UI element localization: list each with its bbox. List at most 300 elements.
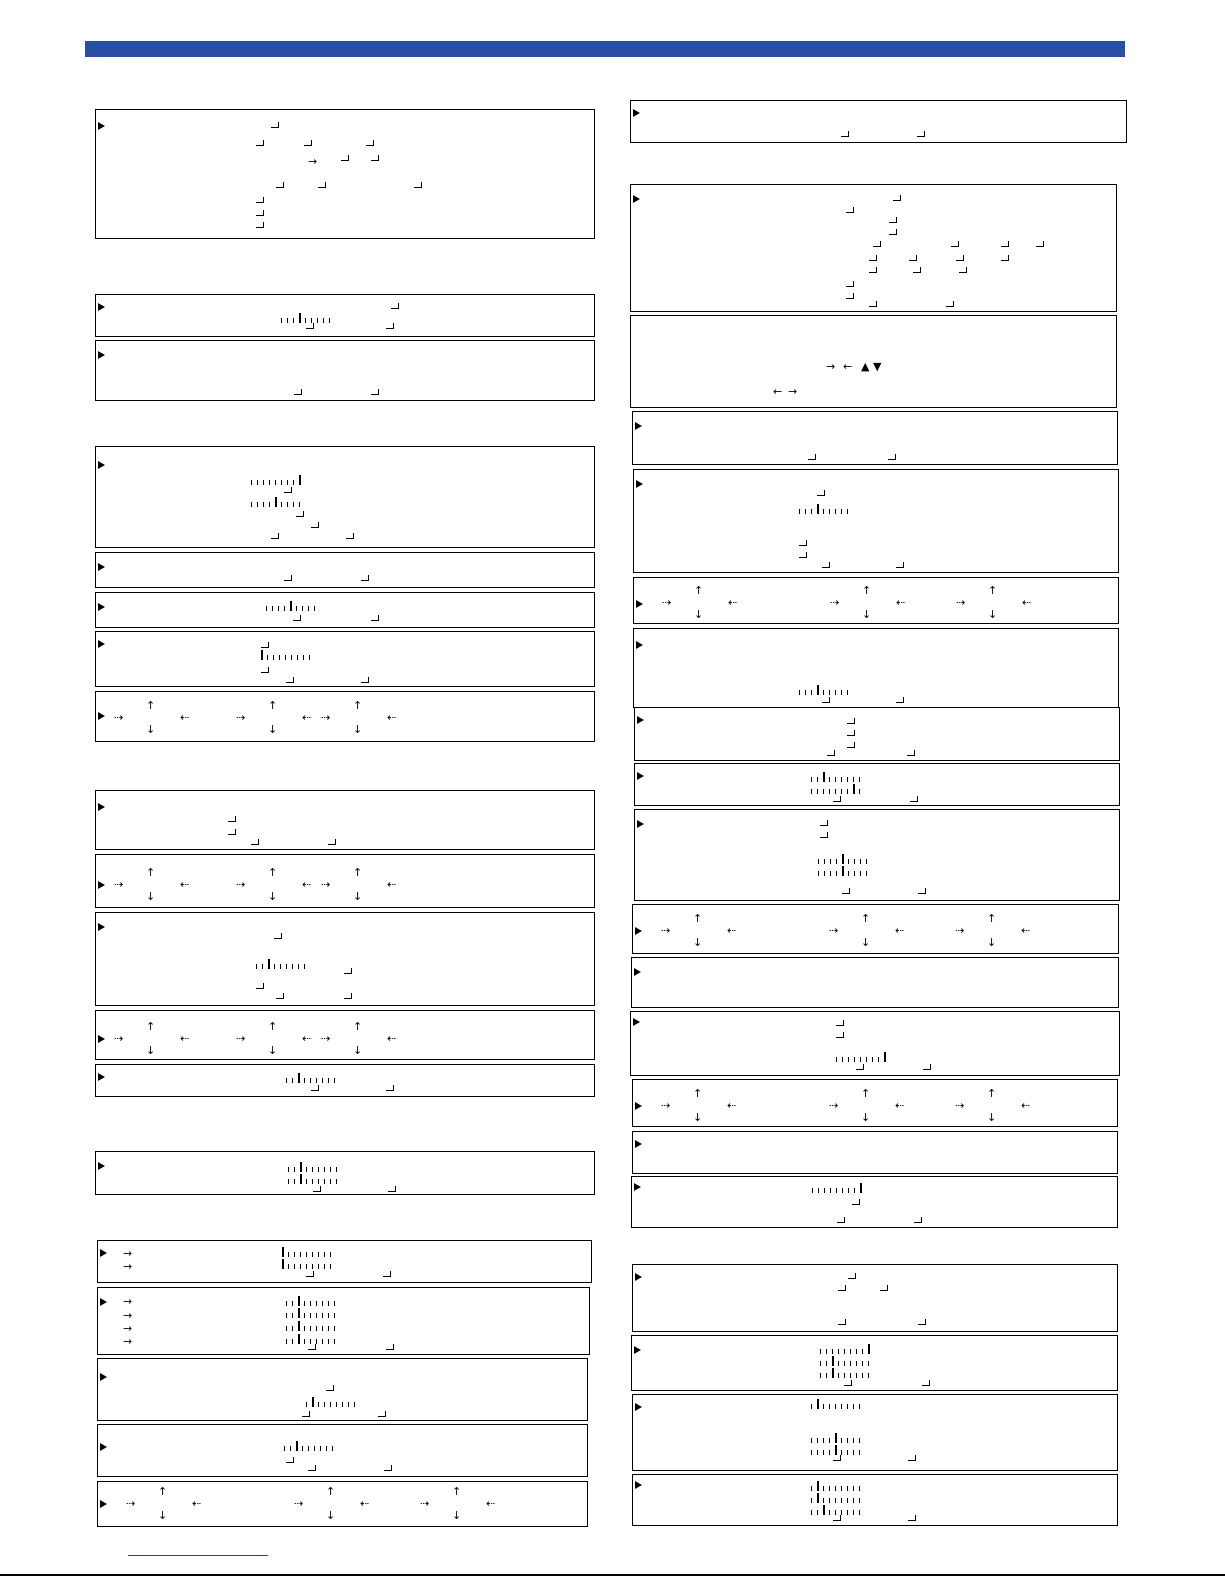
panel-box bbox=[632, 1474, 1118, 1526]
return-arrow-icon bbox=[378, 1411, 386, 1419]
return-arrow-icon bbox=[311, 1085, 319, 1093]
return-arrow-icon bbox=[833, 1515, 841, 1523]
panel-box bbox=[95, 340, 595, 401]
triangle-pointer-icon bbox=[98, 122, 105, 130]
triangle-pointer-icon bbox=[635, 1273, 642, 1281]
return-arrow-icon bbox=[827, 750, 835, 758]
return-arrow-icon bbox=[910, 796, 918, 804]
panel-box bbox=[631, 957, 1119, 1008]
return-arrow-icon bbox=[313, 1186, 321, 1194]
return-arrow-icon bbox=[918, 888, 926, 896]
tick-scale-icon bbox=[820, 1346, 874, 1354]
return-arrow-icon bbox=[271, 533, 279, 541]
up-arrow-icon: ↑ bbox=[353, 866, 363, 879]
triangle-pointer-icon bbox=[637, 716, 644, 724]
triangle-pointer-icon bbox=[98, 1035, 105, 1043]
triangle-pointer-icon bbox=[98, 603, 105, 611]
panel-box bbox=[631, 1176, 1118, 1228]
up-arrow-icon: ↑ bbox=[988, 584, 998, 597]
return-arrow-icon bbox=[817, 490, 825, 498]
dotted-left-arrow-icon: ⇠ bbox=[896, 596, 906, 609]
return-arrow-icon bbox=[923, 1064, 931, 1072]
return-arrow-icon bbox=[341, 155, 349, 163]
return-arrow-icon bbox=[799, 540, 807, 548]
left-arrow-icon: ← bbox=[843, 360, 853, 373]
return-arrow-icon bbox=[889, 217, 897, 225]
down-arrow-icon: ↓ bbox=[268, 723, 278, 736]
panel-box bbox=[632, 1264, 1118, 1332]
tick-scale-icon bbox=[811, 1401, 865, 1409]
panel-box bbox=[630, 100, 1127, 143]
return-arrow-icon bbox=[274, 933, 282, 941]
return-arrow-icon bbox=[386, 1344, 394, 1352]
down-arrow-icon: ↓ bbox=[268, 1044, 278, 1057]
up-arrow-icon: ↑ bbox=[158, 1485, 168, 1498]
dotted-right-arrow-icon: ⇢ bbox=[829, 1099, 839, 1112]
panel-box bbox=[633, 628, 1119, 708]
triangle-pointer-icon bbox=[635, 927, 642, 935]
return-arrow-icon bbox=[914, 1217, 922, 1225]
down-arrow-icon: ↓ bbox=[353, 890, 363, 903]
triangle-pointer-icon bbox=[636, 480, 643, 488]
dotted-left-arrow-icon: ⇠ bbox=[1022, 596, 1032, 609]
down-arrow-icon: ↓ bbox=[353, 723, 363, 736]
return-arrow-icon bbox=[888, 454, 896, 462]
return-arrow-icon bbox=[271, 122, 279, 130]
return-arrow-icon bbox=[856, 1064, 864, 1072]
triangle-pointer-icon bbox=[633, 109, 640, 117]
return-arrow-icon bbox=[371, 615, 379, 623]
return-arrow-icon bbox=[822, 697, 830, 705]
triangle-pointer-icon bbox=[98, 1073, 105, 1081]
triangle-pointer-icon bbox=[98, 881, 105, 889]
dotted-left-arrow-icon: ⇠ bbox=[387, 878, 397, 891]
tick-scale-icon bbox=[818, 856, 872, 864]
panel-box bbox=[632, 1079, 1118, 1127]
right-arrow-icon: → bbox=[123, 1335, 133, 1348]
return-arrow-icon bbox=[880, 1285, 888, 1293]
triangle-pointer-icon bbox=[635, 1102, 642, 1110]
return-arrow-icon bbox=[256, 197, 264, 205]
panel-box bbox=[634, 809, 1120, 901]
return-arrow-icon bbox=[388, 1186, 396, 1194]
return-arrow-icon bbox=[918, 1319, 926, 1327]
triangle-pointer-icon bbox=[100, 1443, 107, 1451]
return-arrow-icon bbox=[836, 1020, 844, 1028]
return-arrow-icon bbox=[366, 140, 374, 148]
tick-scale-icon bbox=[820, 1370, 874, 1378]
return-arrow-icon bbox=[889, 229, 897, 237]
dotted-left-arrow-icon: ⇠ bbox=[302, 878, 312, 891]
return-arrow-icon bbox=[820, 820, 828, 828]
return-arrow-icon bbox=[228, 816, 236, 824]
tick-scale-icon bbox=[284, 1443, 338, 1451]
tick-scale-icon bbox=[811, 1507, 865, 1515]
return-arrow-icon bbox=[1001, 255, 1009, 263]
triangle-pointer-icon bbox=[635, 1403, 642, 1411]
left-arrow-icon: ← bbox=[773, 385, 783, 398]
return-arrow-icon bbox=[302, 1411, 310, 1419]
triangle-pointer-icon bbox=[98, 563, 105, 571]
dotted-right-arrow-icon: ⇢ bbox=[661, 1099, 671, 1112]
tick-scale-icon bbox=[286, 1075, 340, 1083]
dotted-left-arrow-icon: ⇠ bbox=[1021, 924, 1031, 937]
header-bar bbox=[85, 41, 1125, 57]
down-arrow-icon: ↓ bbox=[987, 1111, 997, 1124]
return-arrow-icon bbox=[869, 255, 877, 263]
return-arrow-icon bbox=[909, 255, 917, 263]
down-arrow-icon: ↓ bbox=[268, 890, 278, 903]
triangle-pointer-icon bbox=[633, 195, 640, 203]
dotted-left-arrow-icon: ⇠ bbox=[387, 711, 397, 724]
footer-link-underline[interactable] bbox=[128, 1555, 268, 1556]
panel-box bbox=[632, 1131, 1118, 1174]
up-arrow-icon: ↑ bbox=[987, 912, 997, 925]
tick-scale-icon bbox=[282, 1261, 336, 1269]
dotted-left-arrow-icon: ⇠ bbox=[387, 1032, 397, 1045]
tick-scale-icon bbox=[286, 1298, 340, 1306]
tick-scale-icon bbox=[251, 499, 305, 507]
return-arrow-icon bbox=[893, 195, 901, 203]
panel-box bbox=[97, 1240, 592, 1283]
panel-box bbox=[95, 1064, 595, 1097]
return-arrow-icon bbox=[228, 829, 236, 837]
return-arrow-icon bbox=[838, 1285, 846, 1293]
return-arrow-icon bbox=[346, 533, 354, 541]
dotted-right-arrow-icon: ⇢ bbox=[236, 711, 246, 724]
tick-scale-icon bbox=[799, 687, 853, 695]
dotted-left-arrow-icon: ⇠ bbox=[180, 878, 190, 891]
footer-rule bbox=[0, 1574, 1225, 1576]
dotted-left-arrow-icon: ⇠ bbox=[1021, 1099, 1031, 1112]
tick-scale-icon bbox=[251, 477, 305, 485]
right-arrow-icon: → bbox=[308, 155, 318, 168]
triangle-pointer-icon bbox=[98, 640, 105, 648]
triangle-pointer-icon bbox=[636, 641, 643, 649]
return-arrow-icon bbox=[846, 293, 854, 301]
tick-scale-icon bbox=[811, 786, 865, 794]
panel-box bbox=[95, 552, 595, 588]
return-arrow-icon bbox=[951, 241, 959, 249]
panel-box bbox=[95, 691, 595, 742]
panel-box bbox=[97, 1424, 588, 1477]
dotted-left-arrow-icon: ⇠ bbox=[180, 711, 190, 724]
down-arrow-icon: ↓ bbox=[694, 608, 704, 621]
dotted-right-arrow-icon: ⇢ bbox=[126, 1497, 136, 1510]
return-arrow-icon bbox=[833, 796, 841, 804]
triangle-pointer-icon bbox=[637, 772, 644, 780]
tick-scale-icon bbox=[256, 961, 310, 969]
right-arrow-icon: → bbox=[123, 1260, 133, 1273]
return-arrow-icon bbox=[946, 301, 954, 309]
panel-box bbox=[634, 707, 1120, 761]
down-arrow-icon: ↓ bbox=[862, 608, 872, 621]
down-arrow-icon: ↓ bbox=[452, 1509, 462, 1522]
tick-scale-icon bbox=[288, 1176, 342, 1184]
triangle-pointer-icon bbox=[636, 600, 643, 608]
triangle-pointer-icon bbox=[98, 303, 105, 311]
triangle-pointer-icon bbox=[98, 923, 105, 931]
panel-box bbox=[632, 904, 1119, 954]
up-arrow-icon: ↑ bbox=[146, 866, 156, 879]
dotted-right-arrow-icon: ⇢ bbox=[114, 711, 124, 724]
triangle-pointer-icon bbox=[98, 351, 105, 359]
tick-scale-icon bbox=[281, 315, 335, 323]
dotted-right-arrow-icon: ⇢ bbox=[955, 1099, 965, 1112]
panel-box bbox=[95, 1010, 595, 1060]
triangle-pointer-icon bbox=[98, 803, 105, 811]
return-arrow-icon bbox=[383, 1271, 391, 1279]
dotted-right-arrow-icon: ⇢ bbox=[294, 1497, 304, 1510]
return-arrow-icon bbox=[844, 1380, 852, 1388]
up-arrow-icon: ↑ bbox=[146, 699, 156, 712]
tick-scale-icon bbox=[811, 774, 865, 782]
dotted-right-arrow-icon: ⇢ bbox=[955, 924, 965, 937]
return-arrow-icon bbox=[308, 1344, 316, 1352]
up-arrow-icon: ↑ bbox=[353, 1020, 363, 1033]
triangle-pointer-icon bbox=[633, 1018, 640, 1026]
return-arrow-icon bbox=[361, 677, 369, 685]
down-arrow-icon: ↓ bbox=[158, 1509, 168, 1522]
tick-scale-icon bbox=[266, 603, 320, 611]
return-arrow-icon bbox=[1036, 241, 1044, 249]
return-arrow-icon bbox=[251, 839, 259, 847]
tick-scale-icon bbox=[288, 1164, 342, 1172]
dotted-right-arrow-icon: ⇢ bbox=[321, 1032, 331, 1045]
panel-box bbox=[630, 1011, 1120, 1076]
return-arrow-icon bbox=[326, 1385, 334, 1393]
dotted-left-arrow-icon: ⇠ bbox=[302, 1032, 312, 1045]
right-arrow-icon: → bbox=[826, 360, 836, 373]
dotted-left-arrow-icon: ⇠ bbox=[895, 1099, 905, 1112]
up-arrow-icon: ↑ bbox=[694, 584, 704, 597]
triangle-pointer-icon bbox=[100, 1500, 107, 1508]
tick-scale-icon bbox=[286, 1310, 340, 1318]
down-arrow-icon: ↓ bbox=[326, 1509, 336, 1522]
dotted-right-arrow-icon: ⇢ bbox=[956, 596, 966, 609]
return-arrow-icon bbox=[822, 562, 830, 570]
return-arrow-icon bbox=[896, 697, 904, 705]
tick-scale-icon bbox=[799, 506, 853, 514]
tick-scale-icon bbox=[811, 1495, 865, 1503]
triangle-pointer-icon bbox=[100, 1298, 107, 1306]
dotted-left-arrow-icon: ⇠ bbox=[302, 711, 312, 724]
right-arrow-icon: → bbox=[123, 1247, 133, 1260]
return-arrow-icon bbox=[820, 832, 828, 840]
triangle-pointer-icon bbox=[100, 1249, 107, 1257]
down-triangle-icon: ▼ bbox=[873, 360, 882, 373]
dotted-right-arrow-icon: ⇢ bbox=[829, 924, 839, 937]
dotted-left-arrow-icon: ⇠ bbox=[727, 1099, 737, 1112]
triangle-pointer-icon bbox=[635, 422, 642, 430]
down-arrow-icon: ↓ bbox=[988, 608, 998, 621]
return-arrow-icon bbox=[841, 131, 849, 139]
dotted-right-arrow-icon: ⇢ bbox=[661, 924, 671, 937]
up-arrow-icon: ↑ bbox=[268, 699, 278, 712]
return-arrow-icon bbox=[318, 182, 326, 190]
return-arrow-icon bbox=[922, 1380, 930, 1388]
dotted-left-arrow-icon: ⇠ bbox=[192, 1497, 202, 1510]
down-arrow-icon: ↓ bbox=[146, 1044, 156, 1057]
up-arrow-icon: ↑ bbox=[268, 866, 278, 879]
return-arrow-icon bbox=[917, 131, 925, 139]
down-arrow-icon: ↓ bbox=[146, 723, 156, 736]
dotted-left-arrow-icon: ⇠ bbox=[727, 924, 737, 937]
return-arrow-icon bbox=[344, 968, 352, 976]
return-arrow-icon bbox=[836, 1032, 844, 1040]
down-arrow-icon: ↓ bbox=[693, 1111, 703, 1124]
return-arrow-icon bbox=[284, 575, 292, 583]
panel-box bbox=[630, 315, 1117, 408]
right-arrow-icon: → bbox=[788, 385, 798, 398]
triangle-pointer-icon bbox=[635, 1481, 642, 1489]
panel-box bbox=[95, 446, 595, 548]
tick-scale-icon bbox=[282, 1249, 336, 1257]
return-arrow-icon bbox=[852, 1199, 860, 1207]
return-arrow-icon bbox=[371, 155, 379, 163]
panel-box bbox=[95, 912, 595, 1006]
dotted-right-arrow-icon: ⇢ bbox=[114, 878, 124, 891]
up-arrow-icon: ↑ bbox=[146, 1020, 156, 1033]
return-arrow-icon bbox=[386, 1085, 394, 1093]
return-arrow-icon bbox=[846, 281, 854, 289]
up-arrow-icon: ↑ bbox=[987, 1087, 997, 1100]
tick-scale-icon bbox=[812, 1185, 866, 1193]
right-arrow-icon: → bbox=[123, 1322, 133, 1335]
dotted-right-arrow-icon: ⇢ bbox=[236, 1032, 246, 1045]
tick-scale-icon bbox=[286, 1323, 340, 1331]
return-arrow-icon bbox=[414, 182, 422, 190]
return-arrow-icon bbox=[286, 1457, 294, 1465]
up-triangle-icon: ▲ bbox=[861, 360, 870, 373]
return-arrow-icon bbox=[304, 140, 312, 148]
return-arrow-icon bbox=[847, 718, 855, 726]
panel-box bbox=[633, 469, 1119, 573]
return-arrow-icon bbox=[956, 255, 964, 263]
return-arrow-icon bbox=[838, 1319, 846, 1327]
down-arrow-icon: ↓ bbox=[861, 936, 871, 949]
tick-scale-icon bbox=[820, 1358, 874, 1366]
return-arrow-icon bbox=[837, 1217, 845, 1225]
panel-box bbox=[95, 294, 595, 337]
triangle-pointer-icon bbox=[635, 1140, 642, 1148]
up-arrow-icon: ↑ bbox=[353, 699, 363, 712]
return-arrow-icon bbox=[276, 182, 284, 190]
return-arrow-icon bbox=[869, 301, 877, 309]
dotted-right-arrow-icon: ⇢ bbox=[830, 596, 840, 609]
return-arrow-icon bbox=[908, 1515, 916, 1523]
dotted-left-arrow-icon: ⇠ bbox=[360, 1497, 370, 1510]
return-arrow-icon bbox=[294, 389, 302, 397]
return-arrow-icon bbox=[256, 140, 264, 148]
up-arrow-icon: ↑ bbox=[693, 1087, 703, 1100]
panel-box bbox=[97, 1287, 590, 1355]
return-arrow-icon bbox=[361, 575, 369, 583]
return-arrow-icon bbox=[799, 552, 807, 560]
return-arrow-icon bbox=[808, 454, 816, 462]
up-arrow-icon: ↑ bbox=[861, 912, 871, 925]
panel-box bbox=[95, 790, 595, 850]
up-arrow-icon: ↑ bbox=[268, 1020, 278, 1033]
triangle-pointer-icon bbox=[98, 1162, 105, 1170]
return-arrow-icon bbox=[391, 303, 399, 311]
up-arrow-icon: ↑ bbox=[326, 1485, 336, 1498]
panel-box bbox=[95, 631, 595, 687]
down-arrow-icon: ↓ bbox=[353, 1044, 363, 1057]
return-arrow-icon bbox=[848, 1273, 856, 1281]
right-arrow-icon: → bbox=[123, 1295, 133, 1308]
tick-scale-icon bbox=[261, 652, 315, 660]
panel-box bbox=[97, 1358, 588, 1421]
return-arrow-icon bbox=[256, 222, 264, 230]
panel-box bbox=[632, 411, 1118, 465]
return-arrow-icon bbox=[306, 323, 314, 331]
return-arrow-icon bbox=[261, 667, 269, 675]
return-arrow-icon bbox=[261, 642, 269, 650]
down-arrow-icon: ↓ bbox=[693, 936, 703, 949]
return-arrow-icon bbox=[311, 522, 319, 530]
return-arrow-icon bbox=[913, 267, 921, 275]
return-arrow-icon bbox=[344, 993, 352, 1001]
return-arrow-icon bbox=[293, 615, 301, 623]
return-arrow-icon bbox=[1001, 241, 1009, 249]
dotted-left-arrow-icon: ⇠ bbox=[486, 1497, 496, 1510]
return-arrow-icon bbox=[371, 389, 379, 397]
dotted-right-arrow-icon: ⇢ bbox=[321, 711, 331, 724]
tick-scale-icon bbox=[306, 1399, 360, 1407]
return-arrow-icon bbox=[833, 1455, 841, 1463]
return-arrow-icon bbox=[328, 839, 336, 847]
tick-scale-icon bbox=[811, 1483, 865, 1491]
return-arrow-icon bbox=[847, 730, 855, 738]
dotted-left-arrow-icon: ⇠ bbox=[180, 1032, 190, 1045]
right-arrow-icon: → bbox=[123, 1309, 133, 1322]
tick-scale-icon bbox=[286, 1336, 340, 1344]
up-arrow-icon: ↑ bbox=[693, 912, 703, 925]
panel-box bbox=[97, 1481, 588, 1527]
return-arrow-icon bbox=[846, 207, 854, 215]
down-arrow-icon: ↓ bbox=[146, 890, 156, 903]
triangle-pointer-icon bbox=[634, 968, 641, 976]
return-arrow-icon bbox=[869, 267, 877, 275]
tick-scale-icon bbox=[818, 868, 872, 876]
return-arrow-icon bbox=[386, 323, 394, 331]
panel-box bbox=[630, 184, 1117, 312]
up-arrow-icon: ↑ bbox=[452, 1485, 462, 1498]
return-arrow-icon bbox=[896, 562, 904, 570]
down-arrow-icon: ↓ bbox=[987, 936, 997, 949]
dotted-right-arrow-icon: ⇢ bbox=[114, 1032, 124, 1045]
return-arrow-icon bbox=[384, 1465, 392, 1473]
return-arrow-icon bbox=[256, 983, 264, 991]
return-arrow-icon bbox=[286, 677, 294, 685]
return-arrow-icon bbox=[284, 487, 292, 495]
up-arrow-icon: ↑ bbox=[861, 1087, 871, 1100]
return-arrow-icon bbox=[296, 511, 304, 519]
return-arrow-icon bbox=[842, 888, 850, 896]
panel-box bbox=[632, 1394, 1118, 1471]
return-arrow-icon bbox=[908, 1455, 916, 1463]
tick-scale-icon bbox=[811, 1435, 865, 1443]
dotted-right-arrow-icon: ⇢ bbox=[662, 596, 672, 609]
down-arrow-icon: ↓ bbox=[861, 1111, 871, 1124]
return-arrow-icon bbox=[847, 742, 855, 750]
return-arrow-icon bbox=[256, 210, 264, 218]
dotted-right-arrow-icon: ⇢ bbox=[321, 878, 331, 891]
dotted-left-arrow-icon: ⇠ bbox=[728, 596, 738, 609]
return-arrow-icon bbox=[276, 993, 284, 1001]
dotted-right-arrow-icon: ⇢ bbox=[236, 878, 246, 891]
